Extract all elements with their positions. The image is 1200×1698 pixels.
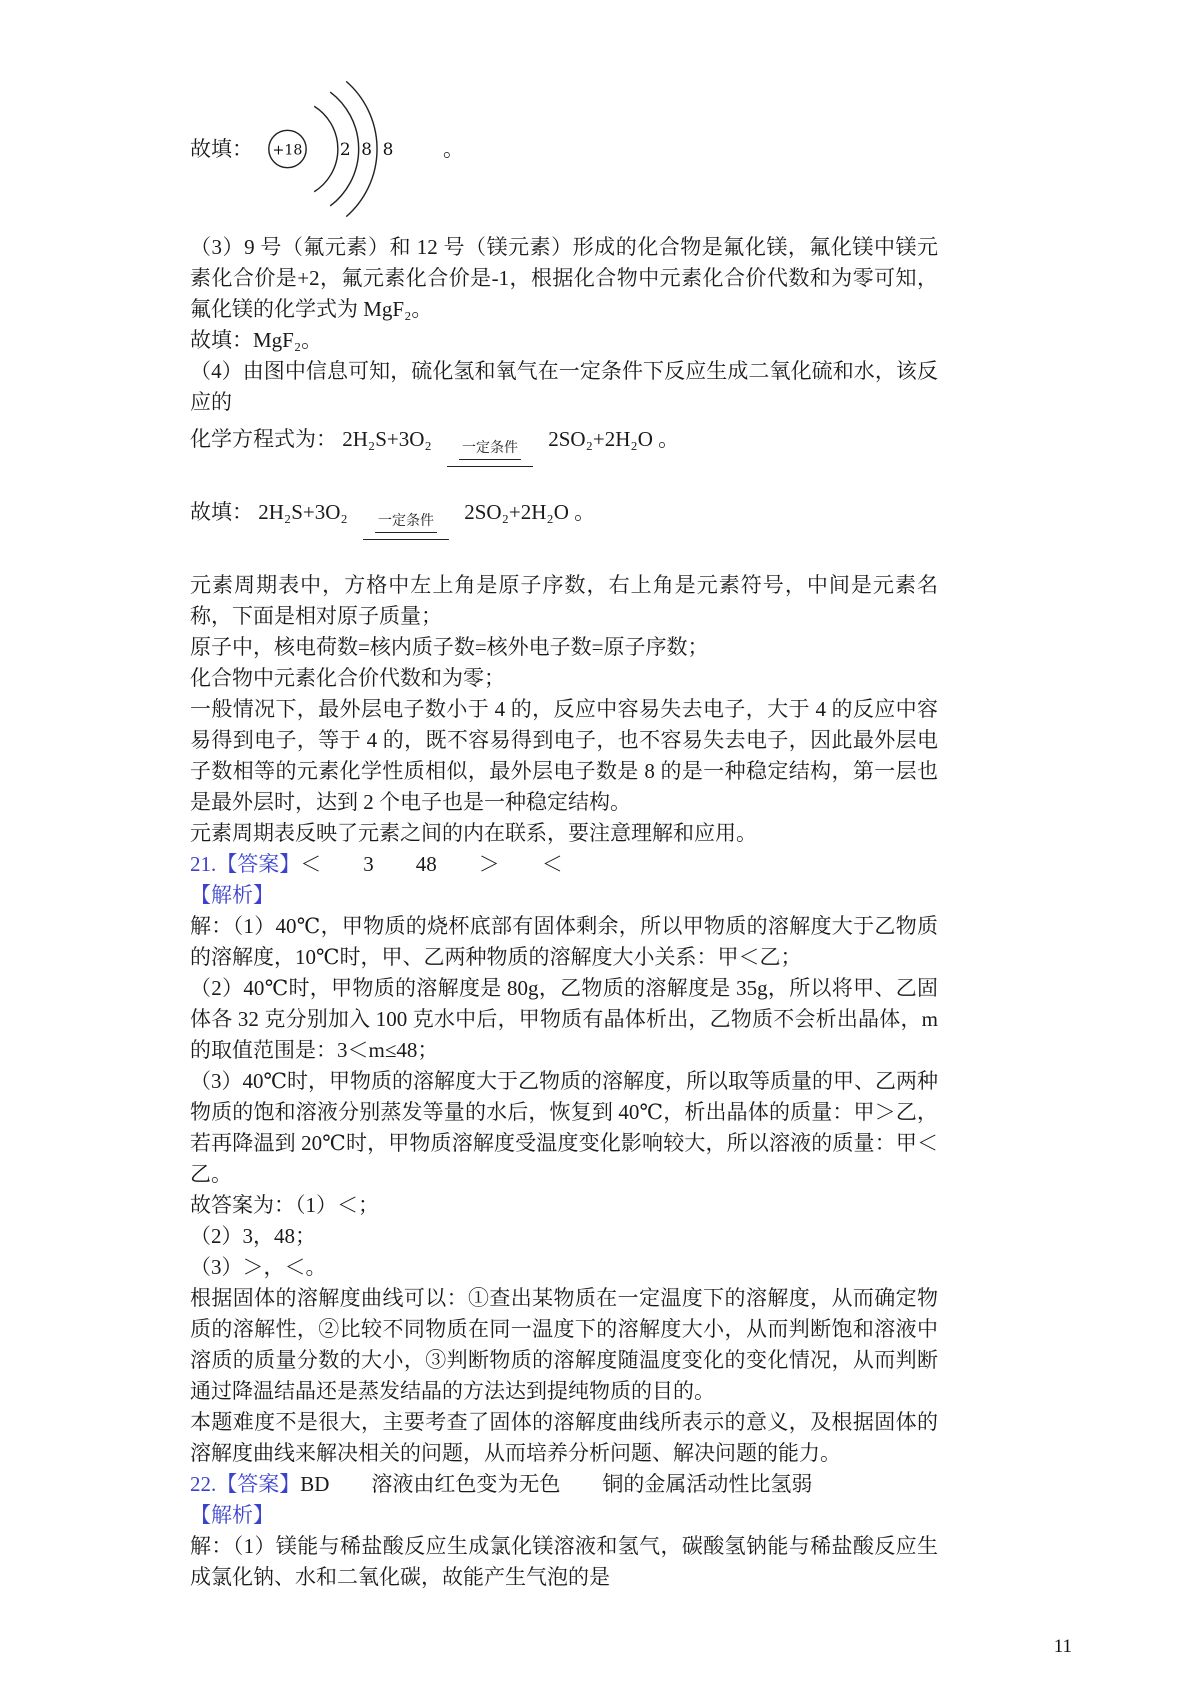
answer-line-21 (190, 849, 938, 880)
solution-21-step-2: （2）40℃时，甲物质的溶解度是 80g，乙物质的溶解度是 35g，所以将甲、乙固体各 32 克分别加入 100 克水中后，甲物质有晶体析出，乙物质不会析出晶体，m 的取值范围是：3＜m≤48； (190, 976, 938, 1062)
shell-electron-count-3: 8 (382, 139, 394, 160)
paragraph-outer-electrons: 一般情况下，最外层电子数小于 4 的，反应中容易失去电子，大于 4 的反应中容易得到电子，等于 4 的，既不容易得到电子，也不容易失去电子，因此最外层电子数相等的元素化学性质相似，最外层电子数是 8 的是一种稳定结构，第一层也是最外层时，达到 2 个电子也是一种稳定结构。 (190, 697, 938, 814)
shell-electron-count-1: 2 (339, 139, 351, 160)
solution-21-step-1: 解：（1）40℃，甲物质的烧杯底部有固体剩余，所以甲物质的溶解度大于乙物质的溶解度，10℃时，甲、乙两种物质的溶解度大小关系：甲＜乙； (190, 914, 938, 969)
solution-21-note-2: 本题难度不是很大，主要考查了固体的溶解度曲线所表示的意义，及根据固体的溶解度曲线来解决相关的问题，从而培养分析问题、解决问题的能力。 (190, 1410, 938, 1465)
bohr-atom-diagram (259, 76, 437, 222)
answer-values: ＜ 3 48 ＞ ＜ (300, 852, 563, 876)
solution-21-step-3: （3）40℃时，甲物质的溶解度大于乙物质的溶解度，所以取等质量的甲、乙两种物质的饱和溶液分别蒸发等量的水后，恢复到 40℃，析出晶体的质量：甲＞乙，若再降温到 20℃时，甲物质溶解度受温度变化影响较大，所以溶液的质量：甲＜乙。 (190, 1069, 938, 1186)
equation-lhs: 2H₂S+3O₂ (258, 500, 348, 524)
bohr-diagram-row (190, 76, 938, 222)
analysis-marker: 【解析】 (190, 1503, 274, 1527)
question-number: 22. (190, 1472, 217, 1496)
period-mark: 。 (658, 427, 680, 451)
paragraph-periodic-table-summary: 元素周期表反映了元素之间的内在联系，要注意理解和应用。 (190, 821, 757, 845)
answer-marker: 【答案】 (216, 852, 301, 876)
answer-line-22 (190, 1469, 938, 1500)
paragraph-periodic-table-layout: 元素周期表中，方格中左上角是原子序数，右上角是元素符号，中间是元素名称，下面是相对原子质量； (190, 573, 938, 628)
period-mark: 。 (574, 500, 596, 524)
solution-21-note-1: 根据固体的溶解度曲线可以：①查出某物质在一定温度下的溶解度，从而确定物质的溶解性，②比较不同物质在同一温度下的溶解度大小，从而判断饱和溶液中溶质的质量分数的大小，③判断物质的溶解度随温度变化的变化情况，从而判断通过降温结晶还是蒸发结晶的方法达到提纯物质的目的。 (190, 1286, 938, 1403)
shell-electron-count-2: 8 (361, 139, 373, 160)
equation-rhs: 2SO₂+2H₂O (548, 427, 653, 451)
fill-line-mgf2: 故填：MgF₂。 (190, 328, 323, 352)
chemical-equation-fill-line (190, 497, 938, 540)
solution-21-answer-1: 故答案为：（1）＜； (190, 1193, 379, 1217)
equation-prefix: 化学方程式为： (190, 427, 337, 451)
equation-prefix: 故填： (190, 500, 253, 524)
paragraph-atom-equalities: 原子中，核电荷数=核内质子数=核外电子数=原子序数； (190, 635, 709, 659)
analysis-marker: 【解析】 (190, 883, 274, 907)
reaction-condition-label: 一定条件 (459, 441, 521, 460)
equation-lhs: 2H₂S+3O₂ (342, 427, 432, 451)
period-mark: 。 (443, 136, 464, 161)
solution-21-answer-3: （3）＞，＜。 (190, 1255, 327, 1279)
reaction-condition (447, 430, 533, 467)
paragraph-valence-rule: 化合物中元素化合价代数和为零； (190, 666, 505, 690)
paragraph-h2s-reaction: （4）由图中信息可知，硫化氢和氧气在一定条件下反应生成二氧化硫和水，该反应的 (190, 359, 938, 414)
paragraph-fluorine-magnesium: （3）9 号（氟元素）和 12 号（镁元素）形成的化合物是氟化镁，氟化镁中镁元素化合价是+2，氟元素化合价是-1，根据化合物中元素化合价代数和为零可知，氟化镁的化学式为 MgF₂。 (190, 235, 938, 321)
chemical-equation-line (190, 424, 938, 467)
reaction-condition-label: 一定条件 (375, 514, 437, 533)
fill-label: 故填： (190, 136, 253, 161)
solution-21-answer-2: （2）3，48； (190, 1224, 316, 1248)
answer-marker: 【答案】 (216, 1472, 301, 1496)
page-number: 11 (1053, 1636, 1072, 1657)
electron-shell-arc-1 (314, 106, 338, 191)
solution-22-step-1: 解：（1）镁能与稀盐酸反应生成氯化镁溶液和氢气，碳酸氢钠能与稀盐酸反应生成氯化钠、水和二氧化碳，故能产生气泡的是 (190, 1534, 938, 1589)
reaction-condition (363, 503, 449, 540)
answer-values: BD 溶液由红色变为无色 铜的金属活动性比氢弱 (300, 1472, 813, 1496)
equation-rhs: 2SO₂+2H₂O (464, 500, 569, 524)
nucleus-charge: +18 (272, 142, 303, 159)
question-number: 21. (190, 852, 217, 876)
